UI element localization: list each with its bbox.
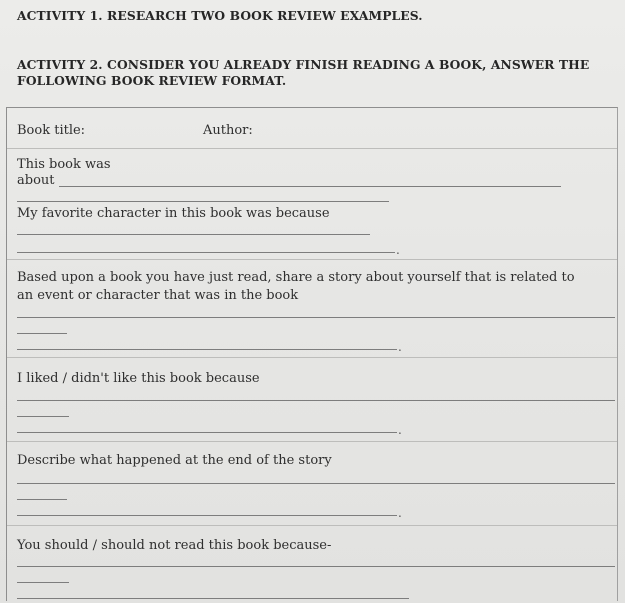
favorite-character-line-1[interactable]: [17, 234, 370, 235]
row-divider: [7, 441, 617, 442]
activity-2-heading: ACTIVITY 2. CONSIDER YOU ALREADY FINISH READING A BOOK, ANSWER THE FOLLOWING BOOK REVIEW FORMAT.: [17, 57, 590, 88]
should-read-line-2[interactable]: [17, 582, 69, 583]
based-upon-line-1[interactable]: [17, 317, 615, 318]
author-label: Author:: [203, 123, 253, 138]
should-read-line-3[interactable]: [17, 598, 409, 599]
describe-end-line-1[interactable]: [17, 483, 615, 484]
based-upon-label-line-2: an event or character that was in the book: [17, 288, 299, 303]
row-divider: [7, 148, 617, 149]
period-mark: .: [398, 340, 402, 354]
based-upon-line-2[interactable]: [17, 333, 67, 334]
favorite-character-line-2[interactable]: [17, 252, 395, 253]
describe-end-label: Describe what happened at the end of the story: [17, 453, 332, 468]
should-read-line-1[interactable]: [17, 566, 615, 567]
period-mark: .: [398, 506, 402, 520]
liked-line-2[interactable]: [17, 416, 69, 417]
row-divider: [7, 357, 617, 358]
period-mark: .: [398, 423, 402, 437]
book-review-form: [6, 107, 618, 601]
about-label: about: [17, 173, 55, 188]
row-divider: [7, 259, 617, 260]
should-read-label: You should / should not read this book because-: [17, 538, 332, 553]
book-title-label: Book title:: [17, 123, 86, 138]
liked-line-1[interactable]: [17, 400, 615, 401]
liked-label: I liked / didn't like this book because: [17, 371, 260, 386]
about-answer-line-2[interactable]: [17, 201, 389, 202]
favorite-character-label: My favorite character in this book was because: [17, 206, 330, 221]
based-upon-line-3[interactable]: [17, 349, 397, 350]
describe-end-line-3[interactable]: [17, 515, 397, 516]
liked-line-3[interactable]: [17, 432, 397, 433]
row-divider: [7, 525, 617, 526]
activity-1-heading: ACTIVITY 1. RESEARCH TWO BOOK REVIEW EXAMPLES.: [17, 8, 423, 23]
about-answer-line[interactable]: [59, 186, 561, 187]
based-upon-label-line-1: Based upon a book you have just read, share a story about yourself that is related to: [17, 270, 575, 285]
describe-end-line-2[interactable]: [17, 499, 67, 500]
period-mark: .: [396, 243, 400, 257]
this-book-was-label: This book was: [17, 157, 111, 172]
